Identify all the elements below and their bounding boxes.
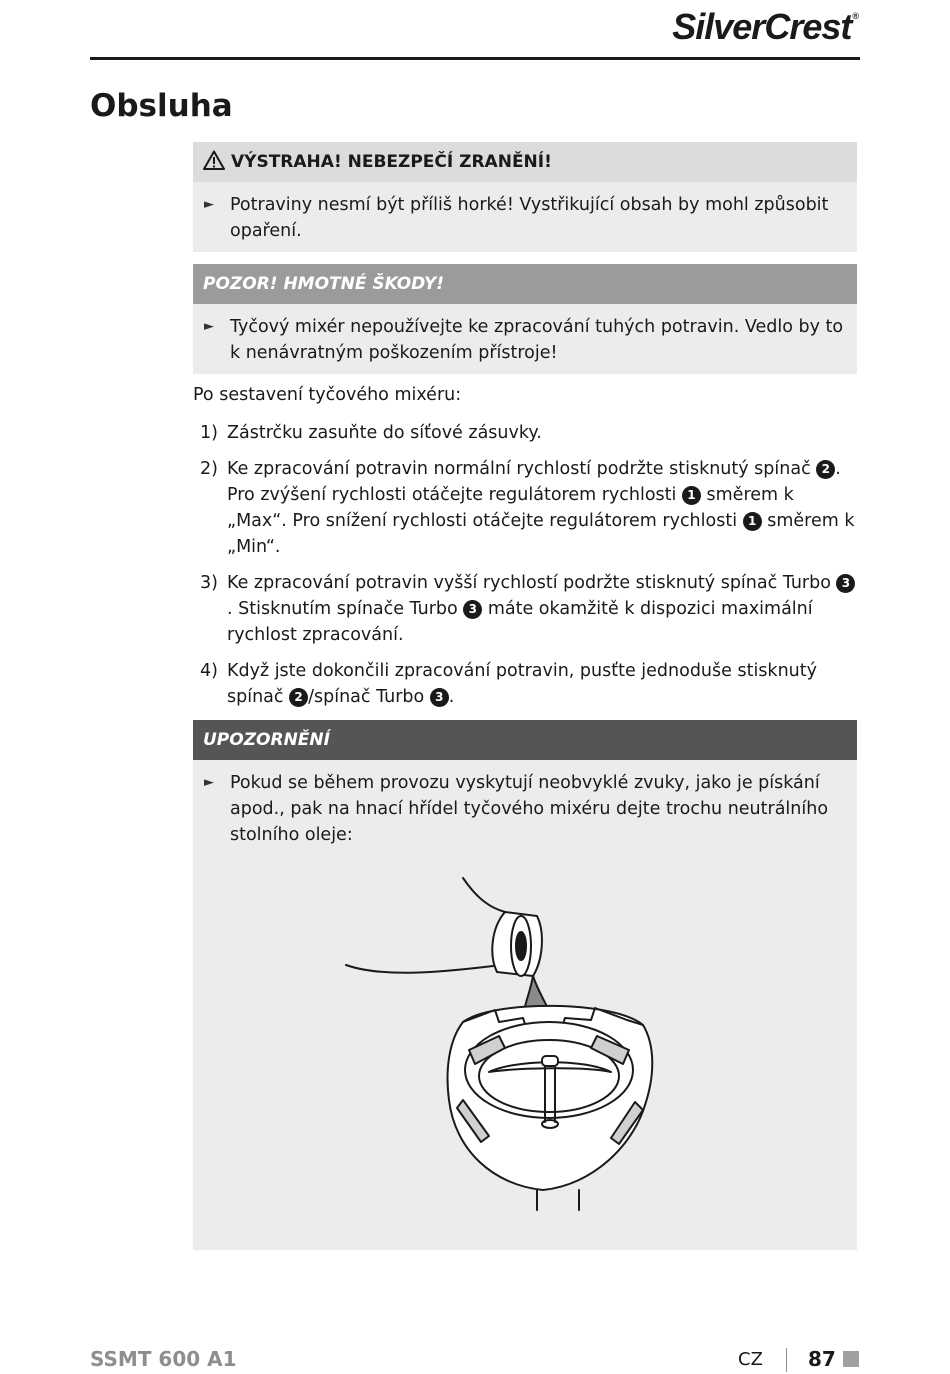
ref-number-icon: 2 [289, 688, 308, 707]
warning-triangle-icon [203, 150, 225, 170]
warning-box [193, 142, 857, 252]
caution-title: POZOR! HMOTNÉ ŠKODY! [203, 274, 445, 294]
caution-box [193, 264, 857, 374]
step-text: . [448, 687, 455, 707]
step-text: /spínač Turbo [308, 687, 430, 707]
step-text: směrem k „Min“. [227, 511, 855, 557]
warning-item-text: Potraviny nesmí být příliš horké! Vystřikující obsah by mohl způsobit opaření. [230, 195, 829, 241]
step-text: Zástrčku zasuňte do síťové zásuvky. [227, 423, 542, 443]
intro-text: Po sestavení tyčového mixéru: [193, 385, 462, 405]
note-box [193, 720, 857, 1250]
ref-number-icon: 1 [743, 512, 762, 531]
note-header [193, 720, 857, 760]
page-number: 87 [808, 1347, 836, 1371]
footer-separator [786, 1348, 787, 1372]
step-number: 1) [200, 423, 218, 443]
ref-number-icon: 3 [463, 600, 482, 619]
bullet-arrow-icon: ► [204, 197, 214, 212]
footer-model: SSMT 600 A1 [90, 1347, 237, 1371]
ref-number-icon: 3 [836, 574, 855, 593]
caution-item [193, 304, 857, 374]
warning-title: VÝSTRAHA! NEBEZPEČÍ ZRANĚNÍ! [231, 152, 552, 172]
caution-item-text: Tyčový mixér nepoužívejte ke zpracování tuhých potravin. Vedlo by to k nenávratným poškozením přístroje! [230, 317, 844, 363]
step-text: . Stisknutím spínače Turbo [227, 599, 464, 619]
step-text: . Pro zvýšení rychlosti otáčejte regulátorem rychlosti [227, 459, 841, 505]
brand-logo [672, 6, 858, 48]
header-rule [90, 57, 860, 60]
step-number: 3) [200, 573, 218, 593]
bullet-arrow-icon: ► [204, 319, 214, 334]
step-text: Když jste dokončili zpracování potravin, pusťte jednoduše stisknutý spínač [227, 661, 817, 707]
warning-header [193, 142, 857, 182]
page-marker-square [843, 1351, 859, 1367]
note-item [193, 760, 857, 856]
registered-mark: ® [852, 11, 858, 21]
steps-list [193, 420, 857, 710]
note-item-text: Pokud se během provozu vyskytují neobvyklé zvuky, jako je pískání apod., pak na hnací hřídel tyčového mixéru dejte trochu neutrálního stolního oleje: [230, 773, 829, 845]
oil-drop-on-blender-shaft-illustration [193, 860, 857, 1250]
ref-number-icon: 1 [682, 486, 701, 505]
step-4 [193, 658, 857, 710]
step-text: směrem k „Max“. Pro snížení rychlosti otáčejte regulátorem rychlosti [227, 485, 794, 531]
main-content [193, 142, 857, 1250]
footer-language: CZ [738, 1349, 763, 1370]
step-3 [193, 570, 857, 648]
brand-name: SilverCrest [672, 6, 852, 47]
page-title: Obsluha [90, 88, 233, 124]
ref-number-icon: 3 [430, 688, 449, 707]
step-1 [193, 420, 857, 446]
step-number: 2) [200, 459, 218, 479]
step-text: máte okamžitě k dispozici maximální rychlost zpracování. [227, 599, 813, 645]
step-2 [193, 456, 857, 560]
step-text: Ke zpracování potravin normální rychlostí podržte stisknutý spínač [227, 459, 817, 479]
warning-item [193, 182, 857, 252]
note-title: UPOZORNĚNÍ [203, 730, 330, 750]
bullet-arrow-icon: ► [204, 775, 214, 790]
ref-number-icon: 2 [816, 460, 835, 479]
step-text: Ke zpracování potravin vyšší rychlostí podržte stisknutý spínač Turbo [227, 573, 837, 593]
step-number: 4) [200, 661, 218, 681]
caution-header [193, 264, 857, 304]
